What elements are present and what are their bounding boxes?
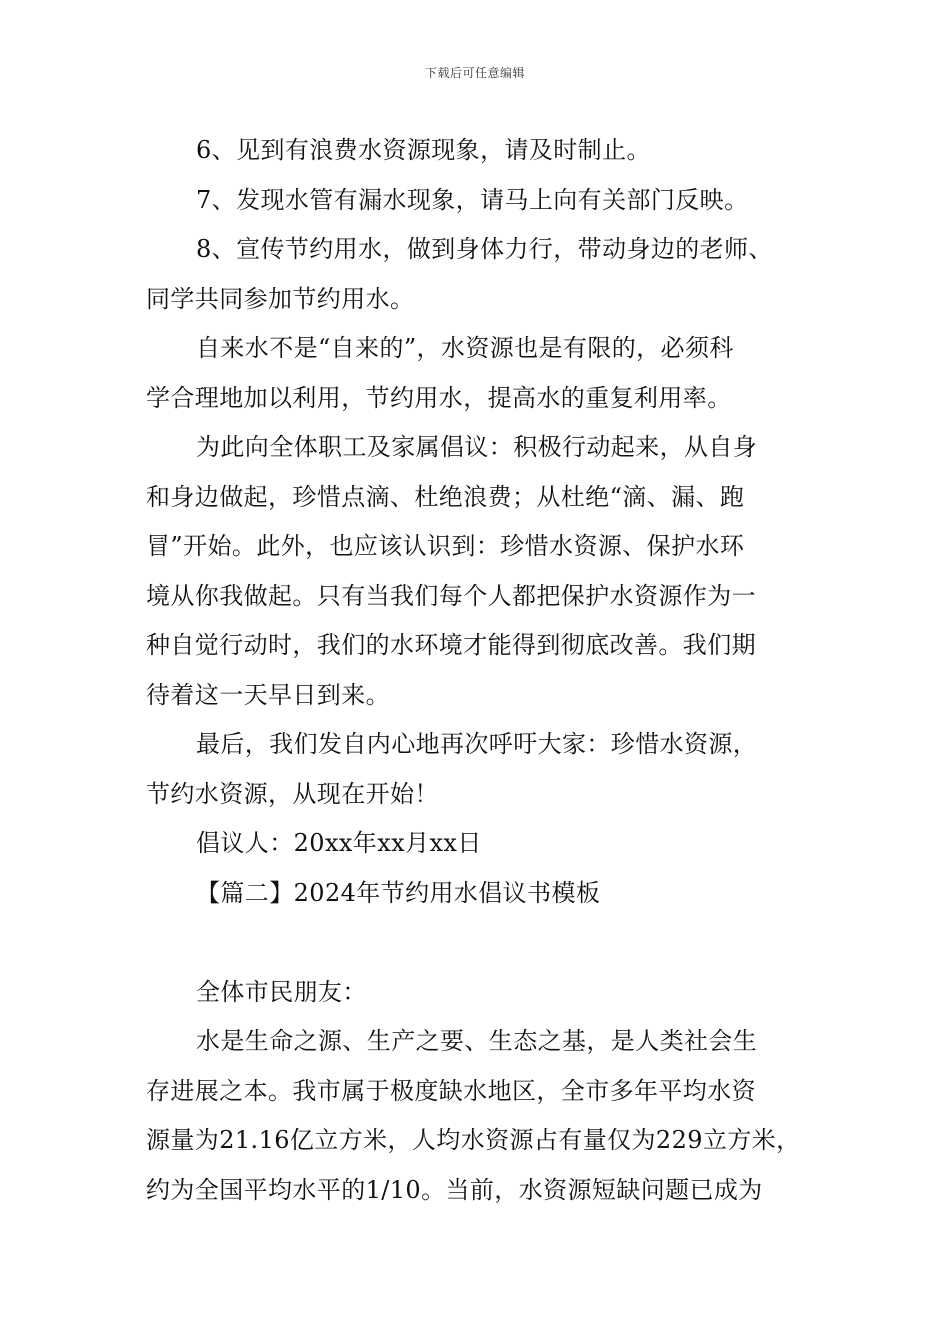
paragraph-line: 待着这一天早日到来。 bbox=[146, 680, 390, 709]
paragraph-line: 源量为21.16亿立方米，人均水资源占有量仅为229立方米， bbox=[146, 1126, 801, 1154]
paragraph-first-line: 8、宣传节约用水，做到身体力行，带动身边的老师、 bbox=[196, 235, 773, 263]
paragraph-first-line: 自来水不是“自来的”，水资源也是有限的，必须科 bbox=[196, 334, 734, 362]
paragraph-first-line: 为此向全体职工及家属倡议：积极行动起来，从自身 bbox=[196, 433, 758, 461]
paragraph-line: 约为全国平均水平的1/10。当前，水资源短缺问题已成为 bbox=[146, 1175, 763, 1204]
paragraph-line: 种自觉行动时，我们的水环境才能得到彻底改善。我们期 bbox=[146, 631, 756, 659]
paragraph-first-line: 水是生命之源、生产之要、生态之基，是人类社会生 bbox=[196, 1027, 758, 1055]
paragraph-line: 同学共同参加节约用水。 bbox=[146, 284, 415, 313]
paragraph-first-line: 最后，我们发自内心地再次呼吁大家：珍惜水资源， bbox=[196, 730, 758, 758]
paragraph-line: 和身边做起，珍惜点滴、杜绝浪费；从杜绝“滴、漏、跑 bbox=[146, 482, 745, 511]
page-header: 下载后可任意编辑 bbox=[424, 66, 525, 80]
paragraph-first-line: 6、见到有浪费水资源现象，请及时制止。 bbox=[196, 136, 651, 164]
paragraph-line: 节约水资源，从现在开始！ bbox=[146, 779, 439, 808]
paragraph-first-line: 7、发现水管有漏水现象，请马上向有关部门反映。 bbox=[196, 185, 749, 214]
paragraph-line: 冒”开始。此外，也应该认识到：珍惜水资源、保护水环 bbox=[146, 532, 745, 560]
document-body bbox=[146, 128, 808, 1217]
paragraph-first-line: 【篇二】2024年节约用水倡议书模板 bbox=[196, 878, 601, 907]
blank-line bbox=[146, 920, 808, 970]
paragraph-line: 存进展之本。我市属于极度缺水地区，全市多年平均水资 bbox=[146, 1076, 756, 1105]
paragraph-first-line: 倡议人：20xx年xx月xx日 bbox=[196, 829, 482, 857]
paragraph-line: 境从你我做起。只有当我们每个人都把保护水资源作为一 bbox=[146, 581, 756, 610]
paragraph-line: 学合理地加以利用，节约用水，提高水的重复利用率。 bbox=[146, 383, 732, 412]
paragraph-first-line: 全体市民朋友： bbox=[196, 977, 367, 1006]
